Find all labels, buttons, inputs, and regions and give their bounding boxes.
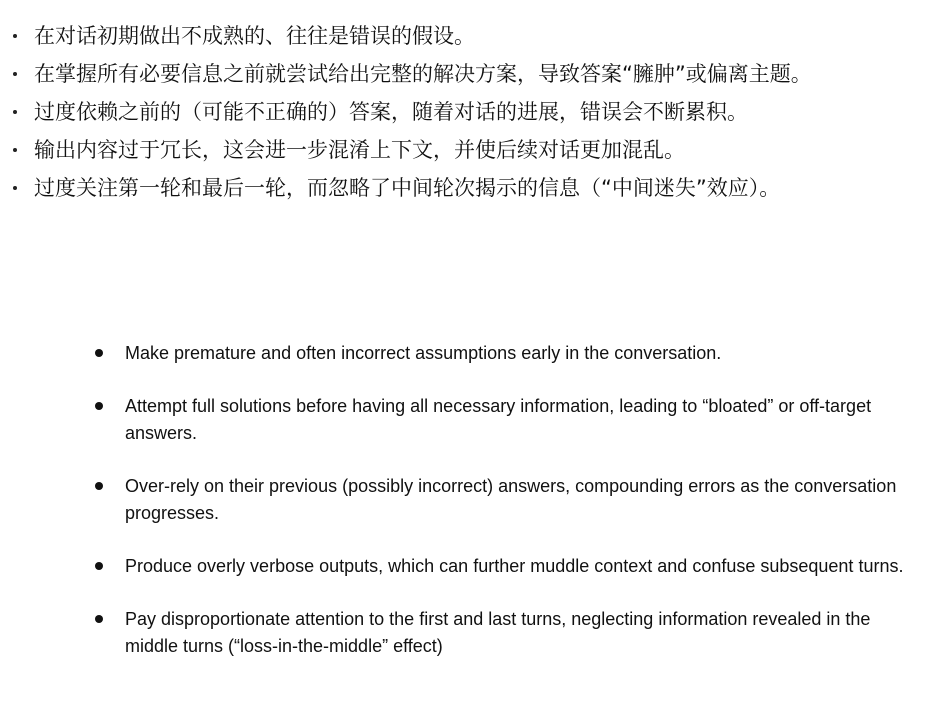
bullet-dot-icon [95,482,103,490]
english-bullet-list [0,340,946,686]
list-item [0,55,946,93]
list-item [0,606,946,660]
bullet-dot-icon [13,72,17,76]
list-item-text: Pay disproportionate attention to the first and last turns, neglecting information revealed in the middle turns (“loss-in-the-middle” effect) [125,609,871,656]
bullet-dot-icon [95,402,103,410]
list-item [0,393,946,447]
list-item [0,93,946,131]
list-item [0,473,946,527]
list-item [0,169,946,207]
bullet-dot-icon [13,34,17,38]
bullet-dot-icon [95,349,103,357]
list-item-text: 过度关注第一轮和最后一轮，而忽略了中间轮次揭示的信息（“中间迷失”效应）。 [34,176,781,200]
list-item [0,553,946,580]
list-item-text: Over-rely on their previous (possibly incorrect) answers, compounding errors as the conversation progresses. [125,476,897,523]
list-item [0,17,946,55]
list-item-text: 在掌握所有必要信息之前就尝试给出完整的解决方案，导致答案“臃肿”或偏离主题。 [34,62,812,86]
bullet-dot-icon [95,615,103,623]
bullet-dot-icon [95,562,103,570]
list-item-text: Produce overly verbose outputs, which can further muddle context and confuse subsequent turns. [125,556,904,576]
list-item [0,131,946,169]
bullet-dot-icon [13,110,17,114]
bullet-dot-icon [13,148,17,152]
list-item-text: Make premature and often incorrect assumptions early in the conversation. [125,343,722,363]
list-item-text: 过度依赖之前的（可能不正确的）答案，随着对话的进展，错误会不断累积。 [34,100,748,124]
list-item-text: 在对话初期做出不成熟的、往往是错误的假设。 [34,24,475,48]
bullet-dot-icon [13,186,17,190]
list-item-text: 输出内容过于冗长，这会进一步混淆上下文，并使后续对话更加混乱。 [34,138,685,162]
list-item [0,340,946,367]
chinese-bullet-list [0,17,946,207]
list-item-text: Attempt full solutions before having all necessary information, leading to “bloated” or off-target answers. [125,396,872,443]
